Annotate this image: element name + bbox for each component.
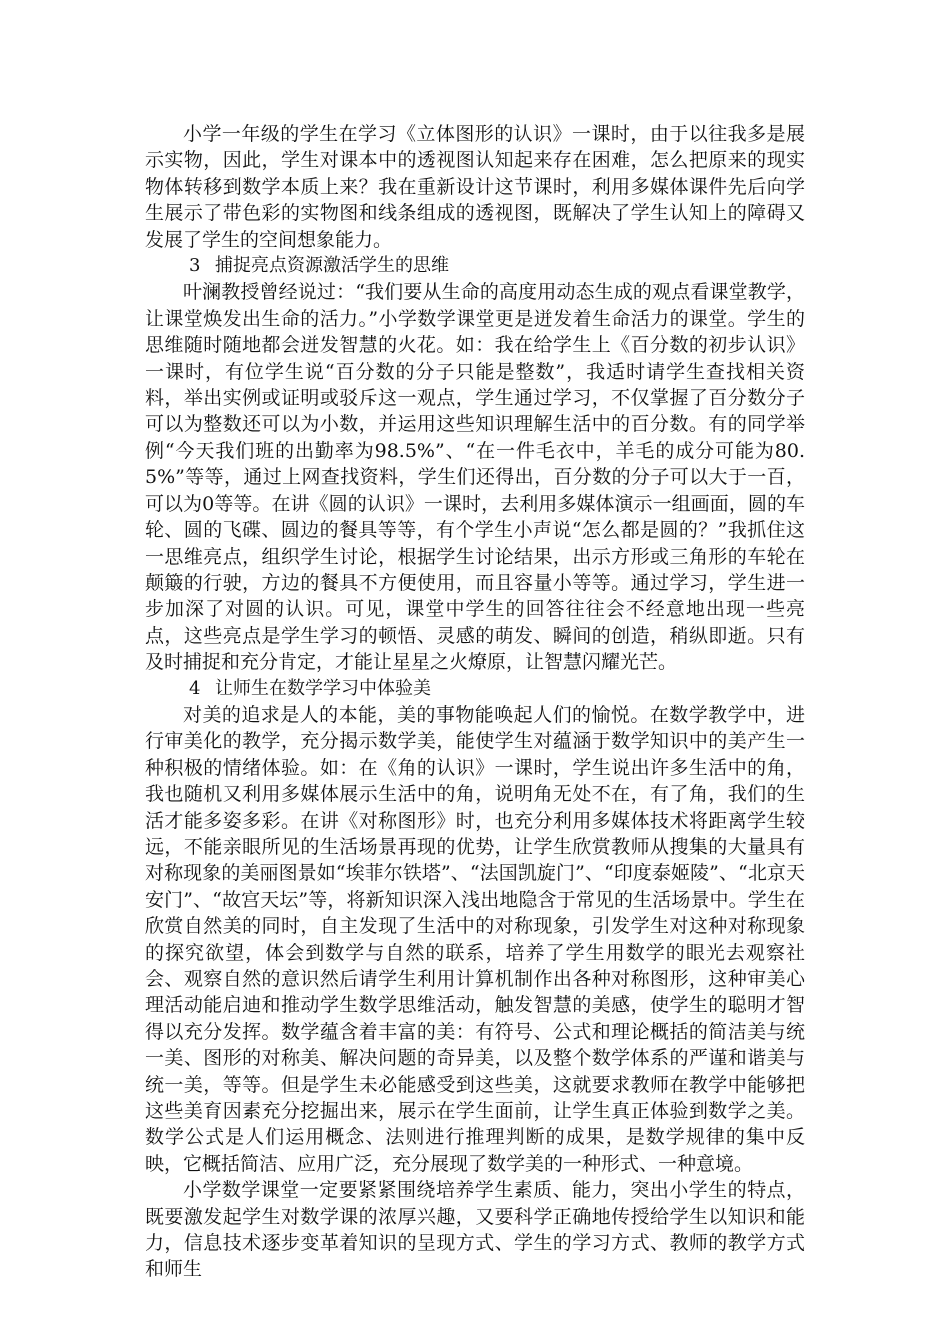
paragraph-math-beauty: 对美的追求是人的本能，美的事物能唤起人们的愉悦。在数学教学中，进行审美化的教学，充分揭示数学美，能使学生对蕴涵于数学知识中的美产生一种积极的情绪体验。如：在《角的认识》一课时，学生说出许多生活中的角，我也随机又利用多媒体展示生活中的角，说明角无处不在，有了角，我们的生活才能多姿多彩。在讲《对称图形》时，也充分利用多媒体技术将距离学生较远，不能亲眼所见的生活场景再现的优势，让学生欣赏教师从搜集的大量具有对称现象的美丽图景如“埃菲尔铁塔”、“法国凯旋门”、“印度泰姬陵”、“北京天安门”、“故宫天坛”等，将新知识深入浅出地隐含于常见的生活场景中。学生在欣赏自然美的同时，自主发现了生活中的对称现象，引发学生对这种对称现象的探究欲望，体会到数学与自然的联系，培养了学生用数学的眼光去观察社会、观察自然的意识然后请学生利用计算机制作出各种对称图形，这种审美心理活动能启迪和推动学生数学思维活动，触发智慧的美感，使学生的聪明才智得以充分发挥。数学蕴含着丰富的美：有符号、公式和理论概括的简洁美与统一美、图形的对称美、解决问题的奇异美，以及整个数学体系的严谨和谐美与统一美，等等。但是学生未必能感受到这些美，这就要求教师在教学中能够把这些美育因素充分挖掘出来，展示在学生面前，让学生真正体验到数学之美。数学公式是人们运用概念、法则进行推理判断的成果，是数学规律的集中反映，它概括简洁、应用广泛，充分展现了数学美的一种形式、一种意境。 [145,703,805,1175]
paragraph-3d-shapes: 小学一年级的学生在学习《立体图形的认识》一课时，由于以往我多是展示实物，因此，学生对课本中的透视图认知起来存在困难，怎么把原来的现实物体转移到数学本质上来？我在重新设计这节课时，利用多媒体课件先后向学生展示了带色彩的实物图和线条组成的透视图，既解决了学生认知上的障碍又发展了学生的空间想象能力。 [145,123,805,251]
section-number-4: 4 [189,677,201,699]
section-title-4: 让师生在数学学习中体验美 [215,677,431,699]
paragraph-highlights: 叶澜教授曾经说过：“我们要从生命的高度用动态生成的观点看课堂教学，让课堂焕发出生命的活力。”小学数学课堂更是迸发着生命活力的课堂。学生的思维随时随地都会迸发智慧的火花。如：我在给学生上《百分数的初步认识》一课时，有位学生说“百分数的分子只能是整数”，我适时请学生查找相关资料，举出实例或证明或驳斥这一观点，学生通过学习，不仅掌握了百分数分子可以为整数还可以为小数，并运用这些知识理解生活中的百分数。有的同学举例“今天我们班的出勤率为98.5%”、“在一件毛衣中，羊毛的成分可能为80.5%”等等，通过上网查找资料，学生们还得出，百分数的分子可以大于一百，可以为0等等。在讲《圆的认识》一课时，去利用多媒体演示一组画面，圆的车轮、圆的飞碟、圆边的餐具等等，有个学生小声说“怎么都是圆的？”我抓住这一思维亮点，组织学生讨论，根据学生讨论结果，出示方形或三角形的车轮在颠簸的行驶，方边的餐具不方便使用，而且容量小等等。通过学习，学生进一步加深了对圆的认识。可见，课堂中学生的回答往往会不经意地出现一些亮点，这些亮点是学生学习的顿悟、灵感的萌发、瞬间的创造，稍纵即逝。只有及时捕捉和充分肯定，才能让星星之火燎原，让智慧闪耀光芒。 [145,281,805,674]
paragraph-conclusion: 小学数学课堂一定要紧紧围绕培养学生素质、能力，突出小学生的特点，既要激发起学生对数学课的浓厚兴趣，又要科学正确地传授给学生以知识和能力，信息技术逐步变革着知识的呈现方式、学生的学习方式、教师的教学方式和师生 [145,1179,805,1281]
section-heading-4 [145,676,805,702]
section-heading-3 [145,253,805,279]
document-page [145,121,805,1283]
section-title-3: 捕捉亮点资源激活学生的思维 [215,255,449,277]
section-number-3: 3 [189,255,201,277]
